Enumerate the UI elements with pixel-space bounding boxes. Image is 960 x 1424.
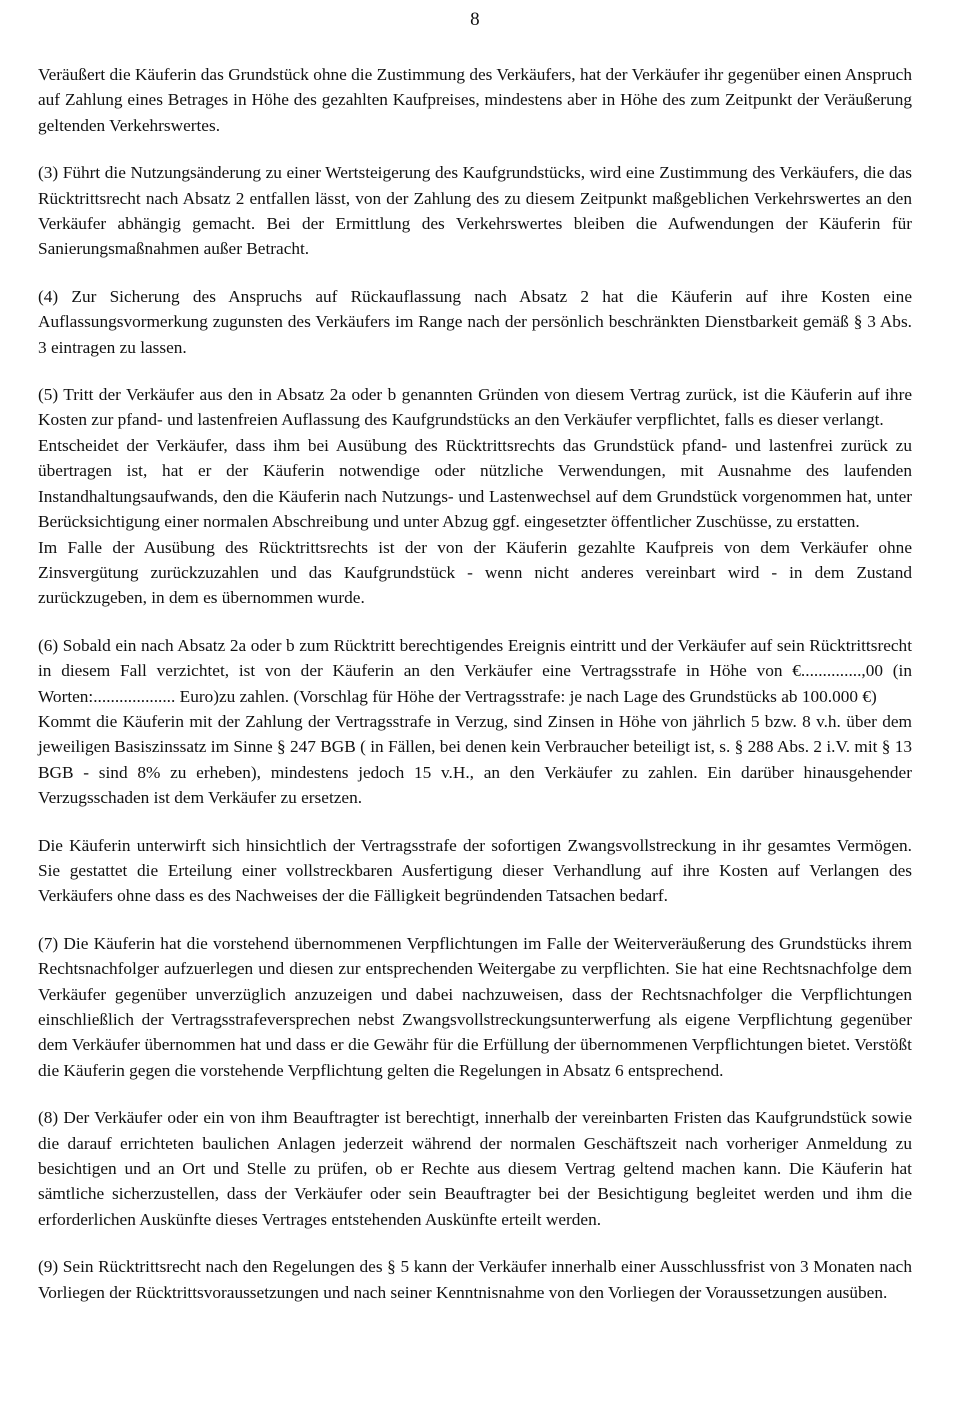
paragraph-continuation: Veräußert die Käuferin das Grundstück ohne die Zustimmung des Verkäufers, hat der Verkäufer ihr gegenüber einen Anspruch auf Zahlung eines Betrages in Höhe des gezahlten Kaufpreises, mindestens aber in Höhe des zum Zeitpunkt der Veräußerung geltenden Verkehrswertes. [38, 65, 912, 135]
document-body [38, 62, 912, 1305]
paragraph-abs-6-a: (6) Sobald ein nach Absatz 2a oder b zum Rücktritt berechtigendes Ereignis eintritt und der Verkäufer auf sein Rücktrittsrecht in diesem Fall verzichtet, ist von der Käuferin an den Verkäufer eine Vertragsstrafe in Höhe von €..............,00 (in Worten:................... Euro)zu zahlen. (Vorschlag für Höhe der Vertragsstrafe: je nach Lage des Grundstücks ab 100.000 €) [38, 635, 912, 706]
paragraph-abs-6-b: Kommt die Käuferin mit der Zahlung der Vertragsstrafe in Verzug, sind Zinsen in Höhe von jährlich 5 bzw. 8 v.h. über dem jeweiligen Basiszinssatz im Sinne § 247 BGB ( in Fällen, bei denen kein Verbraucher beteiligt ist, s. § 288 Abs. 2 i.V. mit § 13 BGB - sind 8% zu erheben), mindestens jedoch 15 v.H., an den Verkäufer zu zahlen. Ein darüber hinausgehender Verzugsschaden ist dem Verkäufer zu ersetzen. [38, 711, 912, 808]
paragraph-abs-3: (3) Führt die Nutzungsänderung zu einer Wertsteigerung des Kaufgrundstücks, wird eine Zustimmung des Verkäufers, die das Rücktrittsrecht nach Absatz 2 entfallen lässt, von der Zahlung des zu diesem Zeitpunkt maßgeblichen Verkehrswertes an den Verkäufer abhängig gemacht. Bei der Ermittlung des Verkehrswertes bleiben die Aufwendungen der Käuferin für Sanierungsmaßnahmen außer Betracht. [38, 163, 912, 259]
paragraph-abs-5-c: Im Falle der Ausübung des Rücktrittsrechts ist der von der Käuferin gezahlte Kaufpreis von dem Verkäufer ohne Zinsvergütung zurückzuzahlen und das Kaufgrundstück - wenn nicht anderes vereinbart wird - in dem Zustand zurückzugeben, in dem es übernommen wurde. [38, 537, 912, 608]
paragraph-abs-8: (8) Der Verkäufer oder ein von ihm Beauftragter ist berechtigt, innerhalb der vereinbarten Fristen das Kaufgrundstück sowie die darauf errichteten baulichen Anlagen jederzeit während der normalen Geschäftszeit nach vorheriger Anmeldung zu besichtigen und an Ort und Stelle zu prüfen, ob er Rechte aus diesem Vertrag geltend machen kann. Die Käuferin hat sämtliche sicherzustellen, dass der Verkäufer oder sein Beauftragter bei der Besichtigung begleitet werden und ihm die erforderlichen Auskünfte dieses Vertrages entstehenden Auskünfte erteilt werden. [38, 1108, 912, 1229]
paragraph-abs-4: (4) Zur Sicherung des Anspruchs auf Rückauflassung nach Absatz 2 hat die Käuferin auf ihre Kosten eine Auflassungsvormerkung zugunsten des Verkäufers im Range nach der persönlich beschränkten Dienstbarkeit gemäß § 3 Abs. 3 eintragen zu lassen. [38, 286, 912, 357]
page-number: 8 [470, 9, 480, 30]
paragraph-abs-5-a: (5) Tritt der Verkäufer aus den in Absatz 2a oder b genannten Gründen von diesem Vertrag zurück, ist die Käuferin auf ihre Kosten zur pfand- und lastenfreien Auflassung des Kaufgrundstücks an den Verkäufer verpflichtet, falls es dieser verlangt. [38, 385, 912, 430]
paragraph-abs-5-b: Entscheidet der Verkäufer, dass ihm bei Ausübung des Rücktrittsrechts das Grundstück pfand- und lastenfrei zurück zu übertragen ist, hat er der Käuferin notwendige oder nützliche Verwendungen, mit Ausnahme des laufenden Instandhaltungsaufwands, den die Käuferin nach Nutzungs- und Lastenwechsel auf dem Grundstück vorgenommen hat, unter Berücksichtigung einer normalen Abschreibung und unter Abzug ggf. eingesetzter öffentlicher Zuschüsse, zu erstatten. [38, 435, 912, 532]
paragraph-abs-7: (7) Die Käuferin hat die vorstehend übernommenen Verpflichtungen im Falle der Weiterveräußerung des Grundstücks ihrem Rechtsnachfolger aufzuerlegen und diesen zur entsprechenden Weitergabe zu verpflichten. Sie hat eine Rechtsnachfolge dem Verkäufer gegenüber unverzüglich anzuzeigen und dabei nachzuweisen, dass der Rechtsnachfolger die Verpflichtungen einschließlich der Vertragsstrafeversprechen nebst Zwangsvollstreckungsunterwerfung als eigene Verpflichtung gegenüber dem Verkäufer übernommen hat und dass er die Gewähr für die Erfüllung der übernommenen Verpflichtungen bietet. Verstößt die Käuferin gegen die vorstehende Verpflichtung gelten die Regelungen in Absatz 6 entsprechend. [38, 933, 912, 1080]
paragraph-abs-9: (9) Sein Rücktrittsrecht nach den Regelungen des § 5 kann der Verkäufer innerhalb einer Ausschlussfrist von 3 Monaten nach Vorliegen der Rücktrittsvoraussetzungen und nach seiner Kenntnisnahme von den Vorliegen der Voraussetzungen ausüben. [38, 1257, 912, 1302]
paragraph-abs-6-c: Die Käuferin unterwirft sich hinsichtlich der Vertragsstrafe der sofortigen Zwangsvollstreckung in ihr gesamtes Vermögen. Sie gestattet die Erteilung einer vollstreckbaren Ausfertigung dieser Verhandlung auf ihre Kosten auf Verlangen des Verkäufers ohne dass es des Nachweises der die Fälligkeit begründenden Tatsachen bedarf. [38, 835, 912, 906]
